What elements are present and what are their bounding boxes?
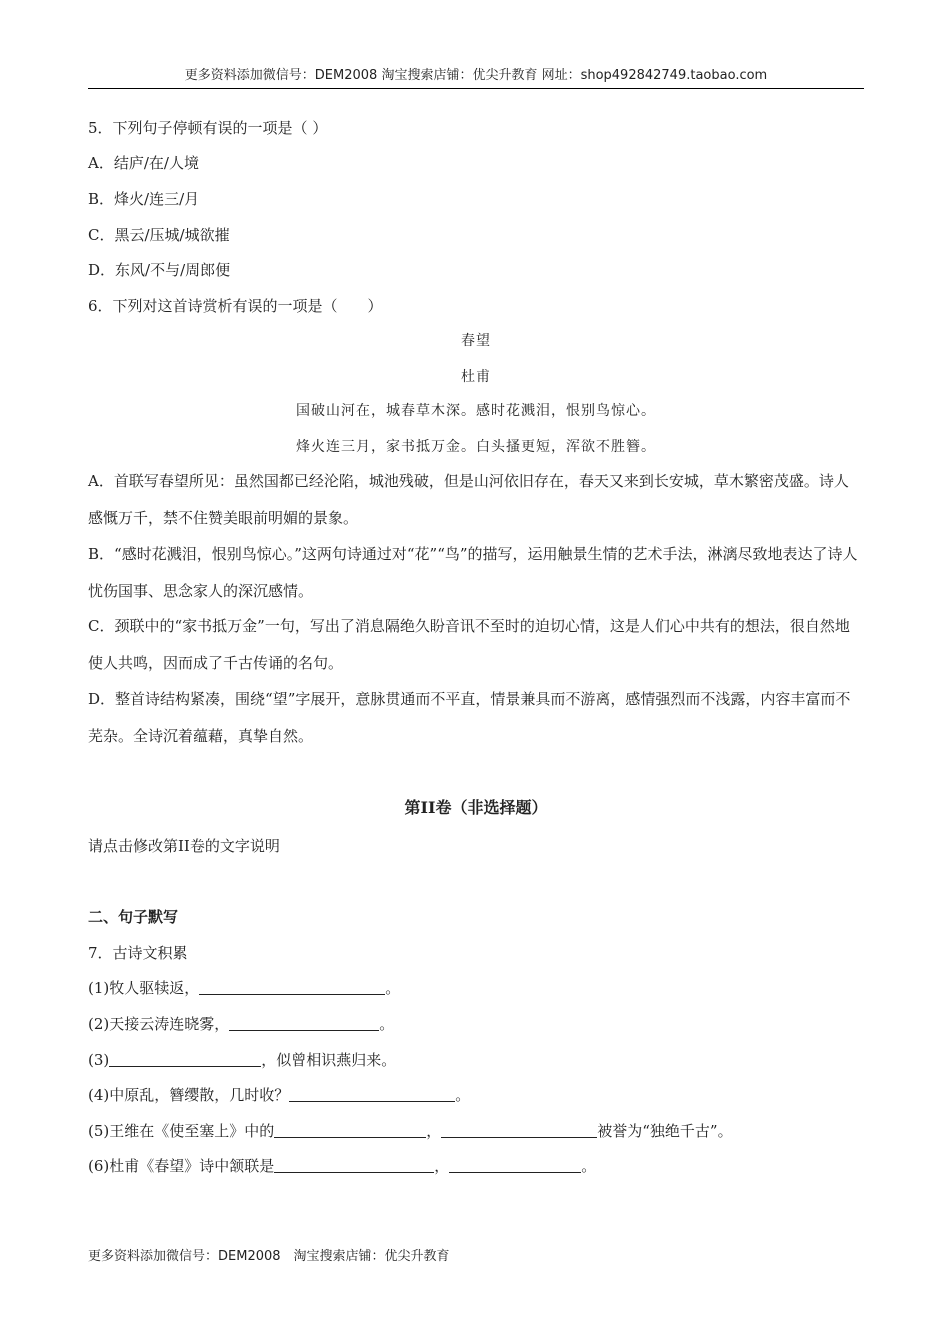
q7-item-3: (3) ，似曾相识燕归来。	[88, 1051, 397, 1069]
q7-item-2: (2)天接云涛连晓雾， 。	[88, 1015, 395, 1033]
question-7-stem: 7．古诗文积累	[88, 944, 188, 962]
answer-blank[interactable]	[449, 1156, 581, 1173]
q7-item-6: (6)杜甫《春望》诗中颔联是 ， 。	[88, 1157, 597, 1175]
answer-blank[interactable]	[109, 1050, 261, 1067]
section-2-title: 二、句子默写	[88, 908, 179, 926]
answer-blank[interactable]	[441, 1121, 597, 1138]
poem-line-2: 烽火连三月，家书抵万金。白头搔更短，浑欲不胜簪。	[296, 439, 656, 455]
question-5-option-d: D．东风/不与/周郎便	[88, 261, 231, 279]
part-2-title: 第II卷（非选择题）	[404, 798, 548, 817]
part-2-instruction: 请点击修改第II卷的文字说明	[88, 837, 280, 855]
answer-blank[interactable]	[229, 1014, 379, 1031]
answer-blank[interactable]	[274, 1121, 426, 1138]
q7-item-4: (4)中原乱，簪缨散，几时收？ 。	[88, 1086, 471, 1104]
poem-author: 杜甫	[461, 369, 491, 385]
question-5-stem: 5．下列句子停顿有误的一项是（ ）	[88, 119, 328, 137]
answer-blank[interactable]	[199, 978, 385, 995]
poem-line-1: 国破山河在，城春草木深。感时花溅泪，恨别鸟惊心。	[296, 403, 656, 419]
question-5-option-c: C．黑云/压城/城欲摧	[88, 226, 230, 244]
question-6-stem: 6．下列对这首诗赏析有误的一项是（ ）	[88, 297, 383, 315]
question-6-option-a: A．首联写春望所见：虽然国都已经沦陷，城池残破，但是山河依旧存在，春天又来到长安城，草木繁密茂盛。诗人感慨万千，禁不住赞美眼前明媚的景象。	[88, 472, 849, 527]
page-header: 更多资料添加微信号：DEM2008 淘宝搜索店铺：优尖升教育 网址：shop492842749.taobao.com	[88, 66, 864, 89]
answer-blank[interactable]	[274, 1156, 434, 1173]
q7-item-5: (5)王维在《使至塞上》中的 ， 被誉为“独绝千古”。	[88, 1122, 733, 1140]
answer-blank[interactable]	[289, 1085, 455, 1102]
question-6-option-d: D．整首诗结构紧凑，围绕“望”字展开，意脉贯通而不平直，情景兼具而不游离，感情强烈而不浅露，内容丰富而不芜杂。全诗沉着蕴藉，真挚自然。	[88, 690, 851, 745]
question-5-option-a: A．结庐/在/人境	[88, 154, 199, 172]
question-6-option-b: B．“感时花溅泪，恨别鸟惊心。”这两句诗通过对“花”“鸟”的描写，运用触景生情的艺术手法，淋漓尽致地表达了诗人忧伤国事、思念家人的深沉感情。	[88, 545, 858, 600]
question-6-option-c: C．颈联中的“家书抵万金”一句，写出了消息隔绝久盼音讯不至时的迫切心情，这是人们心中共有的想法，很自然地使人共鸣，因而成了千古传诵的名句。	[88, 617, 850, 672]
page-footer: 更多资料添加微信号：DEM2008 淘宝搜索店铺：优尖升教育	[88, 1249, 450, 1264]
q7-item-1: (1)牧人驱犊返， 。	[88, 979, 401, 997]
question-5-option-b: B．烽火/连三/月	[88, 190, 200, 208]
poem-title: 春望	[461, 333, 491, 349]
